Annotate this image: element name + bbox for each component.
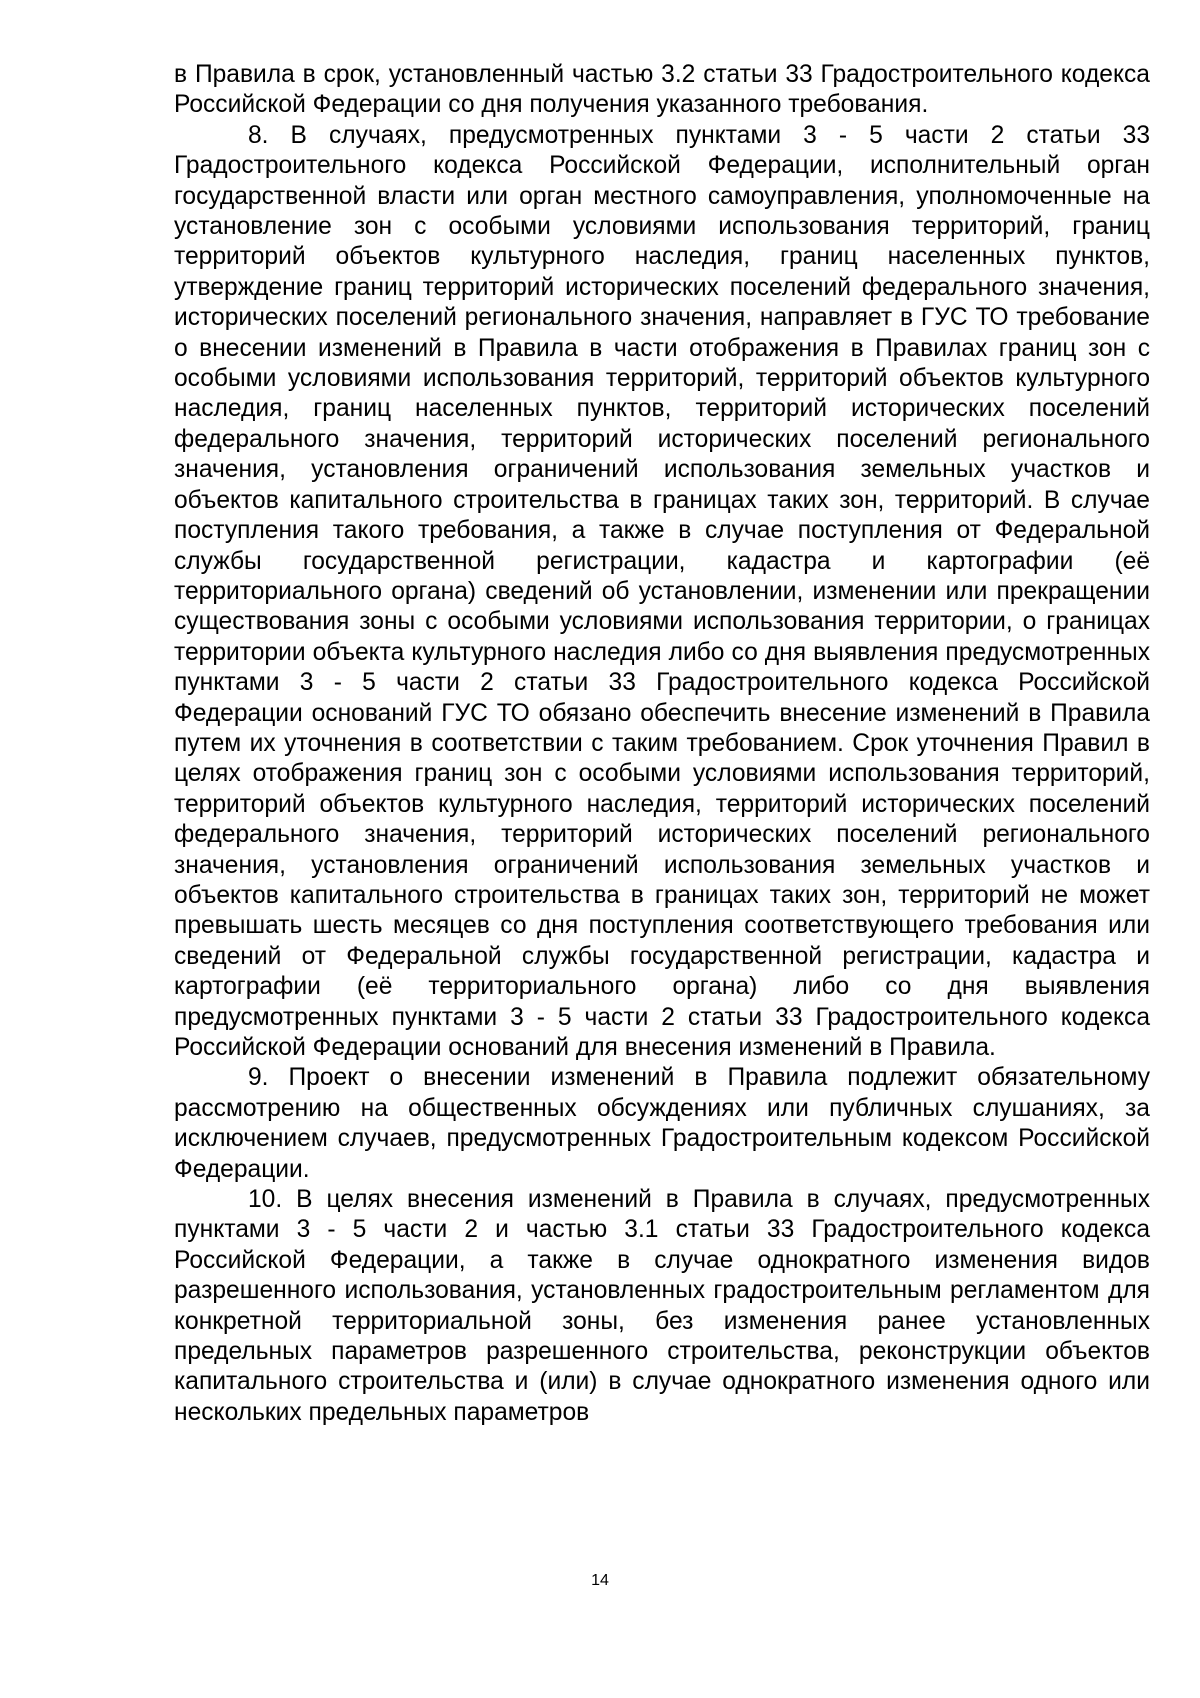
page-number: 14 bbox=[591, 1572, 609, 1589]
body-text bbox=[174, 60, 1150, 1428]
paragraph-continuation: в Правила в срок, установленный частью 3.2 статьи 33 Градостроительного кодекса Российской Федерации со дня получения указанного требования. bbox=[174, 61, 1150, 119]
paragraph-item-8: 8. В случаях, предусмотренных пунктами 3 - 5 части 2 статьи 33 Градостроительного кодекса Российской Федерации, исполнительный орган государственной власти или орган местного самоуправления, уполномоченные на установление зон с особыми условиями использования территорий, границ территорий объектов культурного наследия, границ населенных пунктов, утверждение границ территорий исторических поселений федерального значения, исторических поселений регионального значения, направляет в ГУС ТО требование о внесении изменений в Правила в части отображения в Правилах границ зон с особыми условиями использования территорий, территорий объектов культурного наследия, границ населенных пунктов, территорий исторических поселений федерального значения, территорий исторических поселений регионального значения, установления ограничений использования земельных участков и объектов капитального строительства в границах таких зон, территорий. В случае поступления такого требования, а также в случае поступления от Федеральной службы государственной регистрации, кадастра и картографии (её территориального органа) сведений об установлении, изменении или прекращении существования зоны с особыми условиями использования территории, о границах территории объекта культурного наследия либо со дня выявления предусмотренных пунктами 3 - 5 части 2 статьи 33 Градостроительного кодекса Российской Федерации оснований ГУС ТО обязано обеспечить внесение изменений в Правила путем их уточнения в соответствии с таким требованием. Срок уточнения Правил в целях отображения границ зон с особыми условиями использования территорий, территорий объектов культурного наследия, территорий исторических поселений федерального значения, территорий исторических поселений регионального значения, установления ограничений использования земельных участков и объектов капитального строительства в границах таких зон, территорий не может превышать шесть месяцев со дня поступления соответствующего требования или сведений от Федеральной службы государственной регистрации, кадастра и картографии (её территориального органа) либо со дня выявления предусмотренных пунктами 3 - 5 части 2 статьи 33 Градостроительного кодекса Российской Федерации оснований для внесения изменений в Правила. bbox=[174, 121, 1150, 1061]
paragraph-item-9: 9. Проект о внесении изменений в Правила подлежит обязательному рассмотрению на общественных обсуждениях или публичных слушаниях, за исключением случаев, предусмотренных Градостроительным кодексом Российской Федерации. bbox=[174, 1064, 1150, 1183]
paragraph-item-10: 10. В целях внесения изменений в Правила в случаях, предусмотренных пунктами 3 - 5 части 2 и частью 3.1 статьи 33 Градостроительного кодекса Российской Федерации, а также в случае однократного изменения видов разрешенного использования, установленных градостроительным регламентом для конкретной территориальной зоны, без изменения ранее установленных предельных параметров разрешенного строительства, реконструкции объектов капитального строительства и (или) в случае однократного изменения одного или нескольких предельных параметров bbox=[174, 1186, 1150, 1426]
